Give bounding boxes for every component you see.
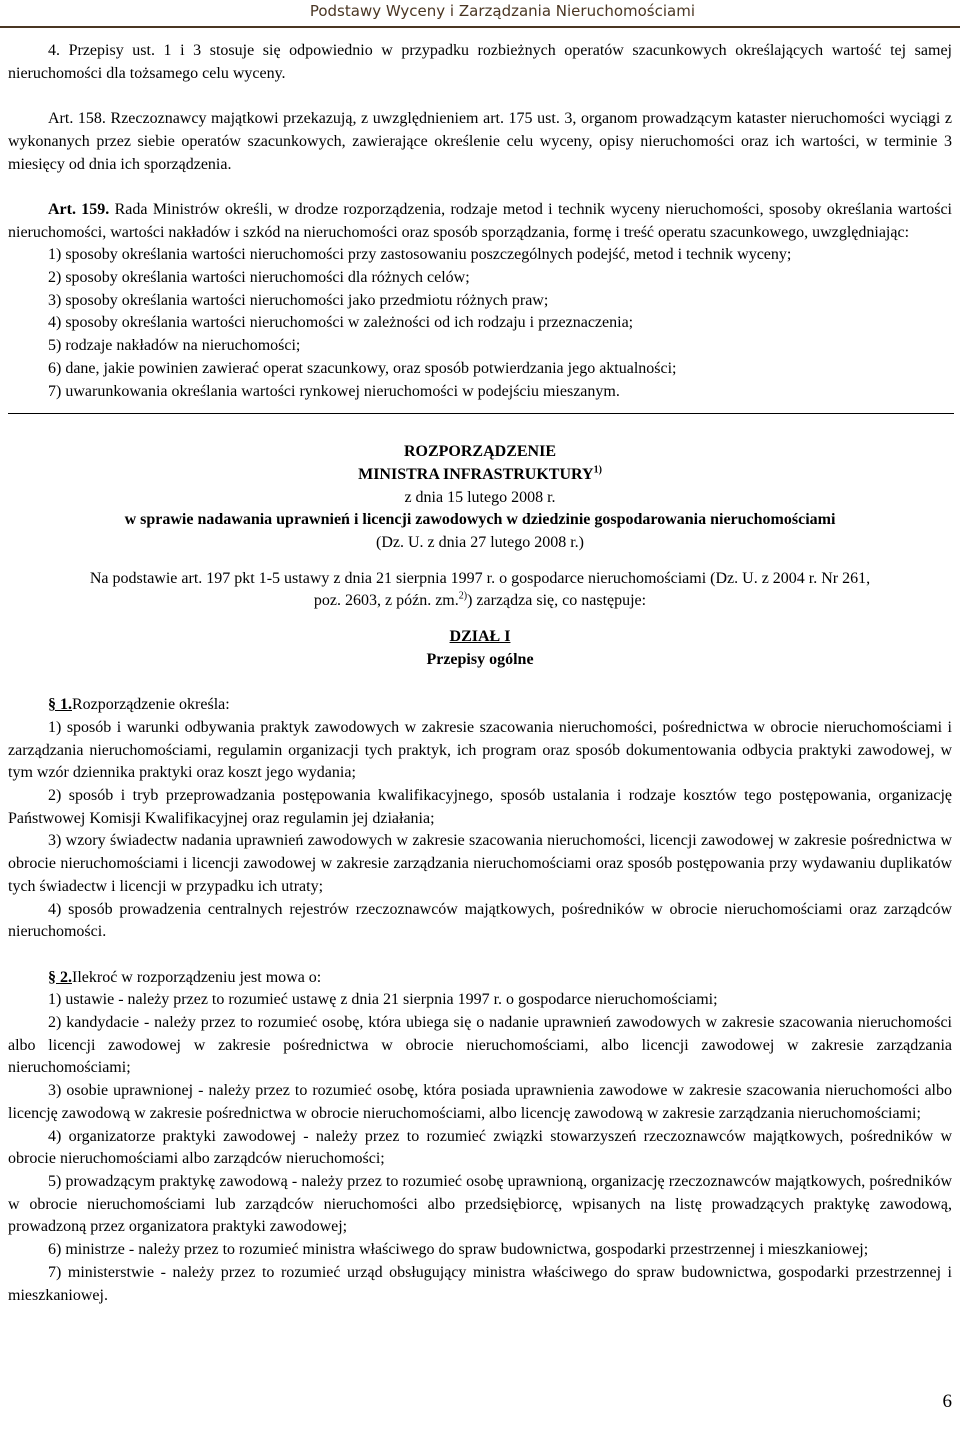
art159-item: 7) uwarunkowania określania wartości rynkowej nieruchomości w podejściu mieszanym.: [48, 382, 620, 400]
par2-item: 7) ministerstwie - należy przez to rozumieć urząd obsługujący ministra właściwego do spraw budownictwa, gospodarki przestrzennej i mieszkaniowej.: [8, 1263, 952, 1304]
art159-label: Art. 159.: [48, 200, 110, 218]
par2-heading: [8, 967, 952, 990]
art159-text: Rada Ministrów określi, w drodze rozporządzenia, rodzaje metod i technik wyceny nieruchomości, sposoby określania wartości nieruchomości, wartości nakładów i szkód na nieruchomości oraz sposób sporządzania, formę i treść operatu szacunkowego, uwzględniając:: [8, 200, 953, 241]
page-number: 6: [942, 1391, 952, 1412]
document-body: [8, 40, 952, 1307]
art157-item4: 4. Przepisy ust. 1 i 3 stosuje się odpowiednio w przypadku rozbieżnych operatów szacunkowych określających wartość tej samej nieruchomości dla tożsamego celu wyceny.: [8, 42, 952, 82]
regulation-title: ROZPORZĄDZENIE: [403, 443, 557, 461]
par1-item: 2) sposób i tryb przeprowadzania postępowania kwalifikacyjnego, sposób ustalania i rodzaje kosztów tego postępowania, organizację Państwowej Komisji Kwalifikacyjnej oraz regulamin jej działania;: [8, 787, 952, 827]
legal-basis-line1: Na podstawie art. 197 pkt 1-5 ustawy z dnia 21 sierpnia 1997 r. o gospodarce nieruchomościami (Dz. U. z 2004 r. Nr 261,: [89, 569, 871, 587]
par2-item: 4) organizatorze praktyki zawodowej - należy przez to rozumieć związki stowarzyszeń rzeczoznawców majątkowych, pośredników w obrocie nieruchomościami albo zarządców nieruchomości;: [8, 1127, 952, 1168]
art159-item: 4) sposoby określania wartości nieruchomości w zależności od ich rodzaju i przeznaczenia;: [48, 314, 634, 332]
par2-intro: Ilekroć w rozporządzeniu jest mowa o:: [72, 968, 322, 986]
art159-item: 3) sposoby określania wartości nieruchomości jako przedmiotu różnych praw;: [48, 291, 549, 309]
art159-item: 5) rodzaje nakładów na nieruchomości;: [48, 337, 301, 355]
par2-item: 2) kandydacie - należy przez to rozumieć osobę, która ubiega się o nadanie uprawnień zawodowych w zakresie szacowania nieruchomości albo licencji zawodowej w zakresie pośrednictwa w obrocie nieruchomościami, albo licencji zawodowej w zakresie zarządzania nieruchomościami;: [8, 1014, 952, 1077]
art159-item: 2) sposoby określania wartości nieruchomości dla różnych celów;: [48, 269, 470, 286]
par1-heading: [8, 694, 952, 717]
par1-item: 4) sposób prowadzenia centralnych rejestrów rzeczoznawców majątkowych, pośredników w obrocie nieruchomościami oraz zarządców nieruchomości.: [8, 900, 952, 941]
division-label: DZIAŁ I: [449, 628, 511, 646]
par2-item: 1) ustawie - należy przez to rozumieć ustawę z dnia 21 sierpnia 1997 r. o gospodarce nieruchomościami;: [48, 991, 718, 1009]
art158-label: Art. 158.: [48, 110, 106, 128]
par2-label: § 2.: [48, 968, 72, 986]
par1-label: § 1.: [48, 696, 72, 714]
par2-item: 3) osobie uprawnionej - należy przez to rozumieć osobę, która posiada uprawnienia zawodowe w zakresie szacowania nieruchomości albo licencję zawodową w zakresie pośrednictwa w obrocie nieruchomościami, albo licencję zawodową w zakresie zarządzania nieruchomościami;: [8, 1082, 952, 1122]
par2-item: 6) ministrze - należy przez to rozumieć ministra właściwego do spraw budownictwa, gospodarki przestrzennej i mieszkaniowej;: [48, 1241, 869, 1259]
issuer-text: MINISTRA INFRASTRUKTURY: [358, 465, 594, 483]
par1-intro: Rozporządzenie określa:: [72, 696, 230, 714]
division-heading: [8, 626, 952, 649]
par2-item: 5) prowadzącym praktykę zawodową - należy przez to rozumieć osobę uprawnioną, organizację rzeczoznawców majątkowych, pośredników w obrocie nieruchomościami lub zarządców nieruchomości albo przedsiębiorcę, wpisanych na listę prowadzących praktykę zawodową, prowadzoną przez organizatora praktyki zawodowej;: [8, 1172, 952, 1236]
regulation-journal: (Dz. U. z dnia 27 lutego 2008 r.): [376, 534, 584, 552]
basis-text-a: poz. 2603, z późn. zm.: [313, 592, 459, 610]
division-title: Przepisy ogólne: [426, 650, 534, 668]
art158-paragraph: [8, 108, 952, 176]
regulation-subject: w sprawie nadawania uprawnień i licencji zawodowych w dziedzinie gospodarowania nieruchomościami: [124, 511, 836, 529]
art159-item: 1) sposoby określania wartości nieruchomości przy zastosowaniu poszczególnych podejść, metod i technik wyceny;: [48, 246, 792, 264]
art159-item: 6) dane, jakie powinien zawierać operat szacunkowy, oraz sposób potwierdzania jego aktualności;: [48, 359, 677, 377]
regulation-date: z dnia 15 lutego 2008 r.: [404, 488, 556, 506]
basis-footnote: 2): [458, 591, 468, 603]
running-header: Podstawy Wyceny i Zarządzania Nieruchomościami: [309, 2, 695, 20]
art159-paragraph: [8, 199, 952, 244]
art158-text: Rzeczoznawcy majątkowi przekazują, z uwzględnieniem art. 175 ust. 3, organom prowadzącym kataster nieruchomości wyciągi z wykonanych przez siebie operatów szacunkowych, zawierające określenie celu wyceny, opisy nieruchomości oraz ich wartości, w terminie 3 miesięcy od dnia ich sporządzenia.: [8, 110, 952, 173]
basis-text-b: ) zarządza się, co następuje:: [467, 592, 647, 610]
legal-basis-line2: [8, 590, 952, 613]
regulation-issuer: [8, 464, 952, 487]
header-rule: [0, 26, 960, 28]
issuer-footnote: 1): [593, 464, 602, 476]
par1-item: 3) wzory świadectw nadania uprawnień zawodowych w zakresie szacowania nieruchomości, licencji zawodowej w zakresie pośrednictwa w obrocie nieruchomościami i licencji zawodowej w zakresie zarządzania nieruchomościami oraz sposób postępowania przy wydawaniu duplikatów tych świadectw i licencji w przypadku ich utraty;: [8, 832, 952, 895]
par1-item: 1) sposób i warunki odbywania praktyk zawodowych w zakresie szacowania nieruchomości, pośrednictwa w obrocie nieruchomościami i zarządzania nieruchomościami, regulamin organizacji tych praktyk, ich program oraz sposób dokumentowania odbycia praktyki zawodowej, w tym wzór dziennika praktyki oraz koszt jego wydania;: [8, 718, 952, 782]
